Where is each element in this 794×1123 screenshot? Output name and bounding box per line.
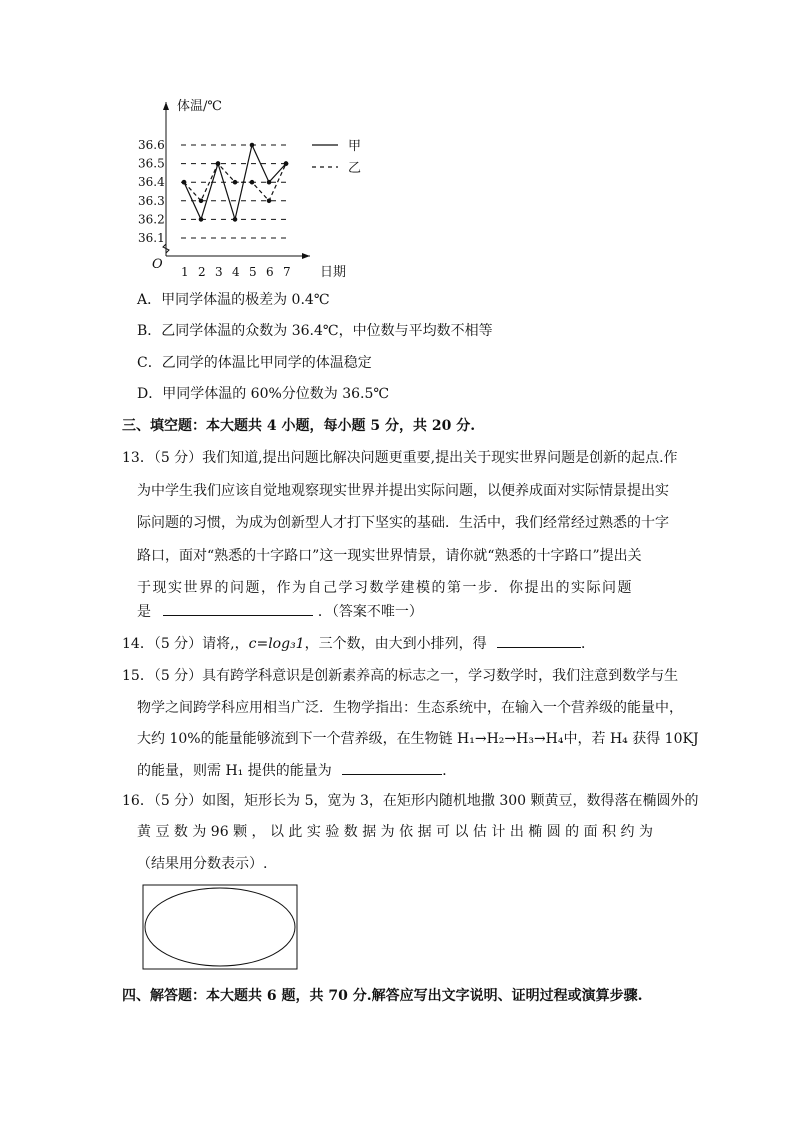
x-tick-label: 7 — [283, 265, 291, 279]
q13-line4: 路口，面对“熟悉的十字路口”这一现实世界情景，请你就“熟悉的十字路口”提出关 — [137, 548, 642, 564]
x-tick-label: 4 — [232, 265, 240, 279]
q13-line1: 13．（5 分）我们知道,提出问题比解决问题更重要,提出关于现实世界问题是创新的起点.作 — [122, 450, 678, 466]
q14-line — [122, 633, 595, 654]
q14-math: c=log₃1 — [248, 636, 305, 652]
data-point-甲-2 — [199, 217, 204, 222]
data-point-乙-3 — [216, 161, 221, 166]
q15-line2: 物学之间跨学科应用相当广泛．生物学指出：生态系统中，在输入一个营养级的能量中， — [137, 700, 683, 716]
q16-line1: 16．（5 分）如图，矩形长为 5，宽为 3，在矩形内随机地撒 300 颗黄豆，数得落在椭圆外的 — [122, 793, 699, 809]
q15-line1: 15．（5 分）具有跨学科意识是创新素养高的标志之一，学习数学时，我们注意到数学与生 — [122, 668, 679, 684]
section4-heading: 四、解答题：本大题共 6 题，共 70 分.解答应写出文字说明、证明过程或演算步骤. — [122, 988, 643, 1004]
option-c: C．乙同学的体温比甲同学的体温稳定 — [137, 355, 372, 371]
q16-line3: （结果用分数表示）. — [137, 856, 268, 872]
section3-heading: 三、填空题：本大题共 4 小题，每小题 5 分，共 20 分. — [122, 418, 476, 434]
x-tick-label: 3 — [215, 265, 223, 279]
q13-line6-prefix: 是 — [137, 604, 151, 620]
y-tick-label: 36.5 — [138, 156, 165, 171]
data-point-乙-2 — [199, 199, 204, 204]
q13-line2: 为中学生我们应该自觉地观察现实世界并提出实际问题，以便养成面对实际情景提出实 — [137, 483, 669, 499]
origin-label: O — [152, 257, 163, 272]
q13-line6 — [137, 601, 423, 622]
y-tick-label: 36.2 — [138, 212, 165, 227]
data-point-甲-5 — [250, 143, 255, 148]
x-tick-label: 2 — [198, 265, 206, 279]
option-a: A．甲同学体温的极差为 0.4℃ — [137, 292, 330, 308]
q13-line5: 于现实世界的问题，作为自己学习数学建模的第一步．你提出的实际问题 — [137, 580, 633, 596]
x-tick-label: 6 — [266, 265, 274, 279]
rectangle-ellipse-figure — [142, 884, 302, 974]
data-point-乙-1 — [182, 180, 187, 185]
x-tick-label: 5 — [249, 265, 257, 279]
option-b: B．乙同学体温的众数为 36.4℃，中位数与平均数不相等 — [137, 323, 493, 339]
ellipse — [145, 888, 295, 966]
data-point-乙-7 — [284, 161, 289, 166]
data-point-甲-4 — [233, 217, 238, 222]
x-axis-arrow — [302, 253, 310, 259]
q15-answer-blank[interactable] — [342, 760, 442, 775]
y-tick-label: 36.6 — [138, 138, 165, 152]
data-point-甲-6 — [267, 180, 272, 185]
data-point-乙-5 — [250, 180, 255, 185]
y-axis-label: 体温/℃ — [177, 99, 222, 114]
x-axis-label: 日期 — [320, 265, 347, 280]
data-point-乙-6 — [267, 199, 272, 204]
y-tick-label: 36.1 — [138, 231, 165, 245]
q15-line4-prefix: 的能量，则需 H₁ 提供的能量为 — [137, 763, 332, 779]
q14-end: ． — [581, 636, 596, 652]
q15-line3: 大约 10%的能量能够流到下一个营养级，在生物链 H₁→H₂→H₃→H₄中，若 H₄ 获得 10KJ — [137, 731, 699, 747]
q15-end: ． — [442, 763, 457, 779]
q14-answer-blank[interactable] — [497, 633, 581, 648]
q13-line3: 际问题的习惯，为成为创新型人才打下坚实的基础．生活中，我们经常经过熟悉的十字 — [137, 515, 669, 531]
q13-answer-blank[interactable] — [163, 601, 313, 616]
y-tick-label: 36.3 — [138, 193, 165, 208]
q14-prefix: 14．（5 分）请将,， — [122, 636, 249, 652]
option-d: D．甲同学体温的 60%分位数为 36.5℃ — [137, 386, 390, 402]
q13-line6-suffix: ．（答案不唯一） — [317, 604, 423, 620]
temperature-chart — [0, 0, 794, 290]
q16-line2: 黄 豆 数 为 96 颗 ， 以 此 实 验 数 据 为 依 据 可 以 估 计 出 椭 圆 的 面 积 约 为 — [137, 824, 653, 840]
legend-label-乙: 乙 — [348, 161, 362, 176]
rectangle — [143, 885, 297, 969]
q15-line4 — [137, 760, 456, 781]
legend-label-甲: 甲 — [348, 139, 362, 154]
y-axis-arrow — [163, 102, 169, 110]
x-tick-label: 1 — [181, 265, 189, 279]
data-point-乙-4 — [233, 180, 238, 185]
q14-suffix: ，三个数，由大到小排列，得 — [304, 636, 487, 652]
y-tick-label: 36.4 — [138, 175, 165, 190]
